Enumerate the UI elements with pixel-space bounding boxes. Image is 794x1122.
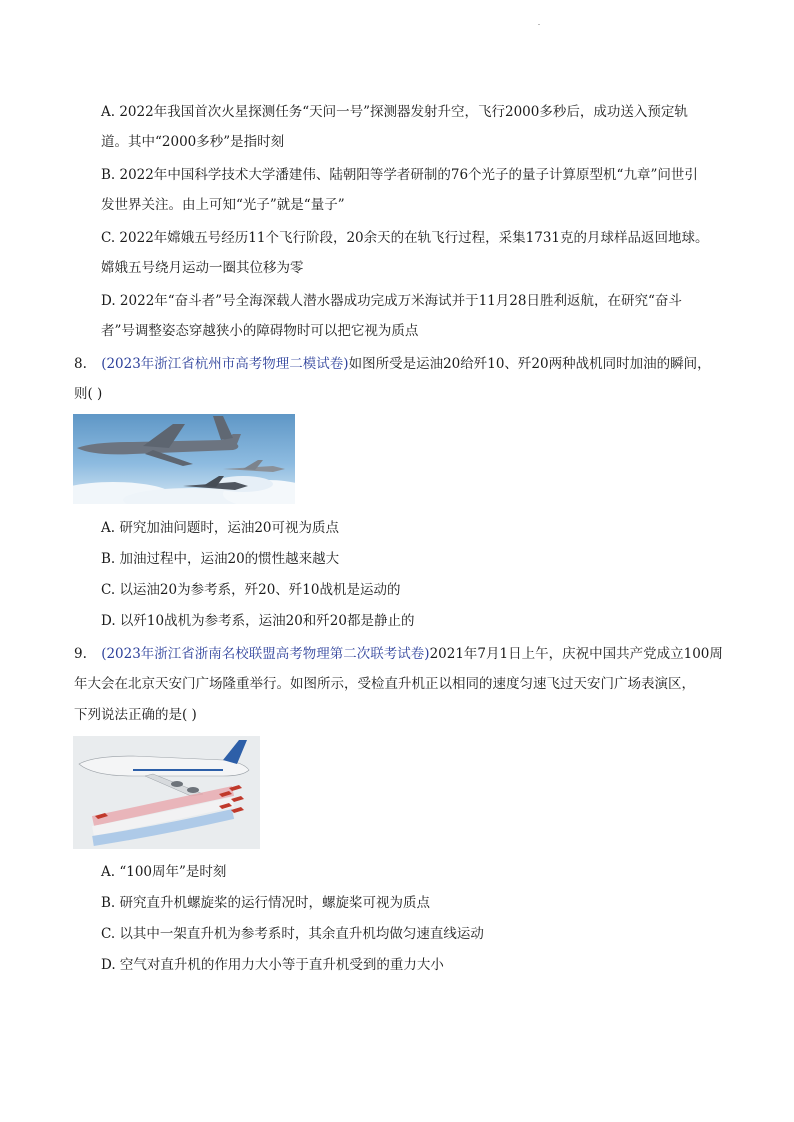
- q9-source: (2023年浙江省浙南名校联盟高考物理第二次联考试卷): [101, 646, 430, 662]
- refueling-aircraft-illustration: [73, 414, 295, 504]
- q9-option-a: A. “100周年”是时刻: [101, 864, 227, 880]
- q8-option-c: C. 以运油20为参考系，歼20、歼10战机是运动的: [101, 582, 401, 598]
- q8-source: (2023年浙江省杭州市高考物理二模试卷): [101, 356, 349, 372]
- q7-option-d-line1: D. 2022年“奋斗者”号全海深载人潜水器成功完成万米海试并于11月28日胜利返航，在研究“奋斗: [101, 293, 682, 309]
- q9-stem-line3: 下列说法正确的是( ): [74, 707, 197, 723]
- q8-number: 8.: [74, 356, 87, 372]
- q8-option-b: B. 加油过程中，运油20的惯性越来越大: [101, 551, 340, 567]
- q7-option-c-line1: C. 2022年嫦娥五号经历11个飞行阶段，20余天的在轨飞行过程，采集1731克的月球样品返回地球。: [101, 230, 709, 246]
- q9-option-d: D. 空气对直升机的作用力大小等于直升机受到的重力大小: [101, 957, 444, 973]
- q7-option-b-line2: 发世界关注。由上可知“光子”就是“量子”: [101, 197, 345, 213]
- q8-stem-line1: [74, 354, 711, 374]
- q7-option-a-line2: 道。其中“2000多秒”是指时刻: [101, 134, 285, 150]
- q9-number: 9.: [74, 646, 87, 662]
- helicopter-formation-illustration: [73, 736, 260, 849]
- q8-stem-line2: 则( ): [74, 386, 103, 402]
- helicopter-formation-image: [73, 736, 260, 849]
- q8-stem-text: 如图所受是运油20给歼10、歼20两种战机同时加油的瞬间，: [348, 356, 711, 372]
- q7-option-d-line2: 者”号调整姿态穿越狭小的障碍物时可以把它视为质点: [101, 323, 419, 339]
- q9-option-b: B. 研究直升机螺旋桨的运行情况时，螺旋桨可视为质点: [101, 895, 431, 911]
- page-mark: [538, 24, 540, 25]
- q9-option-c: C. 以其中一架直升机为参考系时，其余直升机均做匀速直线运动: [101, 926, 484, 942]
- q9-stem-text: 2021年7月1日上午，庆祝中国共产党成立100周: [429, 646, 723, 662]
- q9-stem-line1: [74, 644, 723, 664]
- refueling-aircraft-image: [73, 414, 295, 504]
- q8-option-a: A. 研究加油问题时，运油20可视为质点: [101, 520, 340, 536]
- q8-option-d: D. 以歼10战机为参考系，运油20和歼20都是静止的: [101, 613, 415, 629]
- q7-option-a-line1: A. 2022年我国首次火星探测任务“天问一号”探测器发射升空，飞行2000多秒后，成功送入预定轨: [101, 104, 688, 120]
- q7-option-c-line2: 嫦娥五号绕月运动一圈其位移为零: [101, 260, 304, 276]
- q9-stem-line2: 年大会在北京天安门广场隆重举行。如图所示，受检直升机正以相同的速度匀速飞过天安门广场表演区，: [74, 676, 695, 692]
- q7-option-b-line1: B. 2022年中国科学技术大学潘建伟、陆朝阳等学者研制的76个光子的量子计算原型机“九章”问世引: [101, 167, 698, 183]
